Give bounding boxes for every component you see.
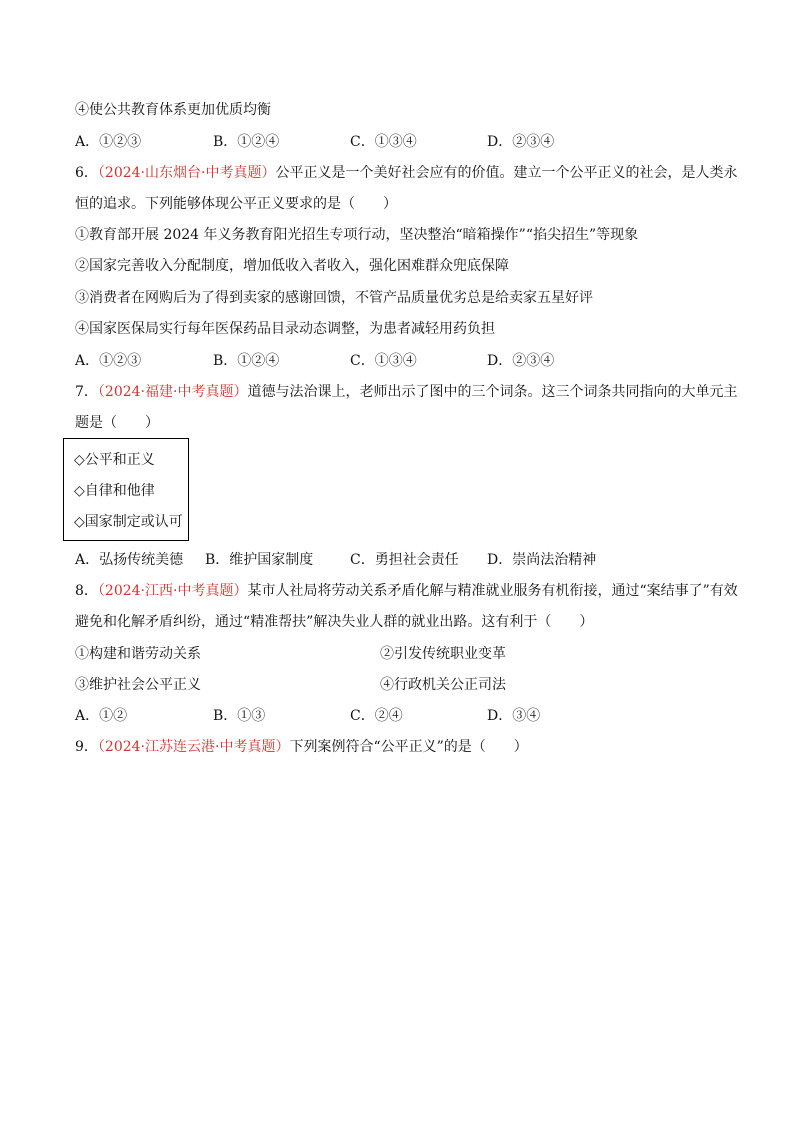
q6-number: 6． bbox=[75, 165, 98, 181]
q7-options bbox=[75, 550, 715, 570]
q6-source: （2024·山东烟台·中考真题） bbox=[97, 165, 276, 181]
q8-option-b: B．①③ bbox=[213, 708, 266, 724]
q6-item-3: ③消费者在网购后为了得到卖家的感谢回馈，不管产品质量优劣总是给卖家五星好评 bbox=[75, 290, 593, 306]
q5-item-4: ④使公共教育体系更加优质均衡 bbox=[75, 102, 271, 118]
q6-option-d: D．②③④ bbox=[487, 353, 555, 369]
q6-item-2: ②国家完善收入分配制度，增加低收入者收入，强化困难群众兜底保障 bbox=[75, 258, 509, 274]
q6-item-4: ④国家医保局实行每年医保药品目录动态调整，为患者减轻用药负担 bbox=[75, 321, 495, 337]
q7-stem1: 道德与法治课上，老师出示了图中的三个词条。这三个词条共同指向的大单元主 bbox=[247, 384, 738, 400]
q6-option-a: A．①②③ bbox=[75, 353, 142, 369]
q6-item-1: ①教育部开展 2024 年义务教育阳光招生专项行动，坚决整治“暗箱操作”“掐尖招生”等现象 bbox=[75, 227, 639, 243]
q9-stem-line: 9．（2024·江苏连云港·中考真题）下列案例符合“公平正义”的是（ ） bbox=[75, 739, 528, 755]
q9-stem: 下列案例符合“公平正义”的是（ bbox=[289, 739, 486, 755]
q7-option-c: C．勇担社会责任 bbox=[350, 552, 459, 568]
q5-option-d: D．②③④ bbox=[487, 134, 555, 150]
q7-box-item-1: ◇公平和正义 bbox=[74, 452, 155, 468]
q7-option-d: D．崇尚法治精神 bbox=[487, 552, 597, 568]
q6-option-c: C．①③④ bbox=[350, 353, 417, 369]
q7-option-a: A．弘扬传统美德 bbox=[75, 552, 184, 568]
q8-option-c: C．②④ bbox=[350, 708, 403, 724]
q8-items-row1 bbox=[75, 644, 715, 664]
q7-box-item-2: ◇自律和他律 bbox=[74, 483, 155, 499]
q7-stem-line1 bbox=[75, 382, 737, 402]
q8-item-3: ③维护社会公平正义 bbox=[75, 677, 201, 693]
q6-stem-line1 bbox=[75, 163, 737, 183]
q9-source: （2024·江苏连云港·中考真题） bbox=[97, 739, 290, 755]
q7-source: （2024·福建·中考真题） bbox=[97, 384, 248, 400]
q8-option-d: D．③④ bbox=[487, 708, 541, 724]
q9-number: 9． bbox=[75, 739, 98, 755]
q8-stem-line2: 避免和化解矛盾纠纷，通过“精准帮扶”解决失业人群的就业出路。这有利于（ ） bbox=[75, 614, 594, 630]
q6-options bbox=[75, 351, 715, 371]
q5-options bbox=[75, 132, 715, 152]
q7-keyword-box bbox=[63, 438, 189, 541]
q8-number: 8． bbox=[75, 583, 98, 599]
q8-item-2: ②引发传统职业变革 bbox=[380, 646, 506, 662]
q8-items-row2 bbox=[75, 675, 715, 695]
q8-stem1: 某市人社局将劳动关系矛盾化解与精准就业服务有机衔接，通过“案结事了”有效 bbox=[247, 583, 738, 599]
q7-number: 7． bbox=[75, 384, 98, 400]
q7-box-item-3: ◇国家制定或认可 bbox=[74, 514, 183, 530]
q7-option-b: B．维护国家制度 bbox=[205, 552, 314, 568]
q7-stem-line2: 题是（ ） bbox=[75, 415, 159, 431]
q6-stem-line2: 恒的追求。下列能够体现公平正义要求的是（ ） bbox=[75, 196, 397, 212]
q5-option-c: C．①③④ bbox=[350, 134, 417, 150]
q8-option-a: A．①② bbox=[75, 708, 128, 724]
q6-stem1: 公平正义是一个美好社会应有的价值。建立一个公平正义的社会，是人类永 bbox=[275, 165, 738, 181]
q8-stem-line1 bbox=[75, 581, 738, 601]
q8-source: （2024·江西·中考真题） bbox=[97, 583, 248, 599]
q5-option-a: A．①②③ bbox=[75, 134, 142, 150]
q8-item-1: ①构建和谐劳动关系 bbox=[75, 646, 201, 662]
q8-options bbox=[75, 706, 715, 726]
q8-item-4: ④行政机关公正司法 bbox=[380, 677, 506, 693]
q5-option-b: B．①②④ bbox=[213, 134, 280, 150]
q6-option-b: B．①②④ bbox=[213, 353, 280, 369]
